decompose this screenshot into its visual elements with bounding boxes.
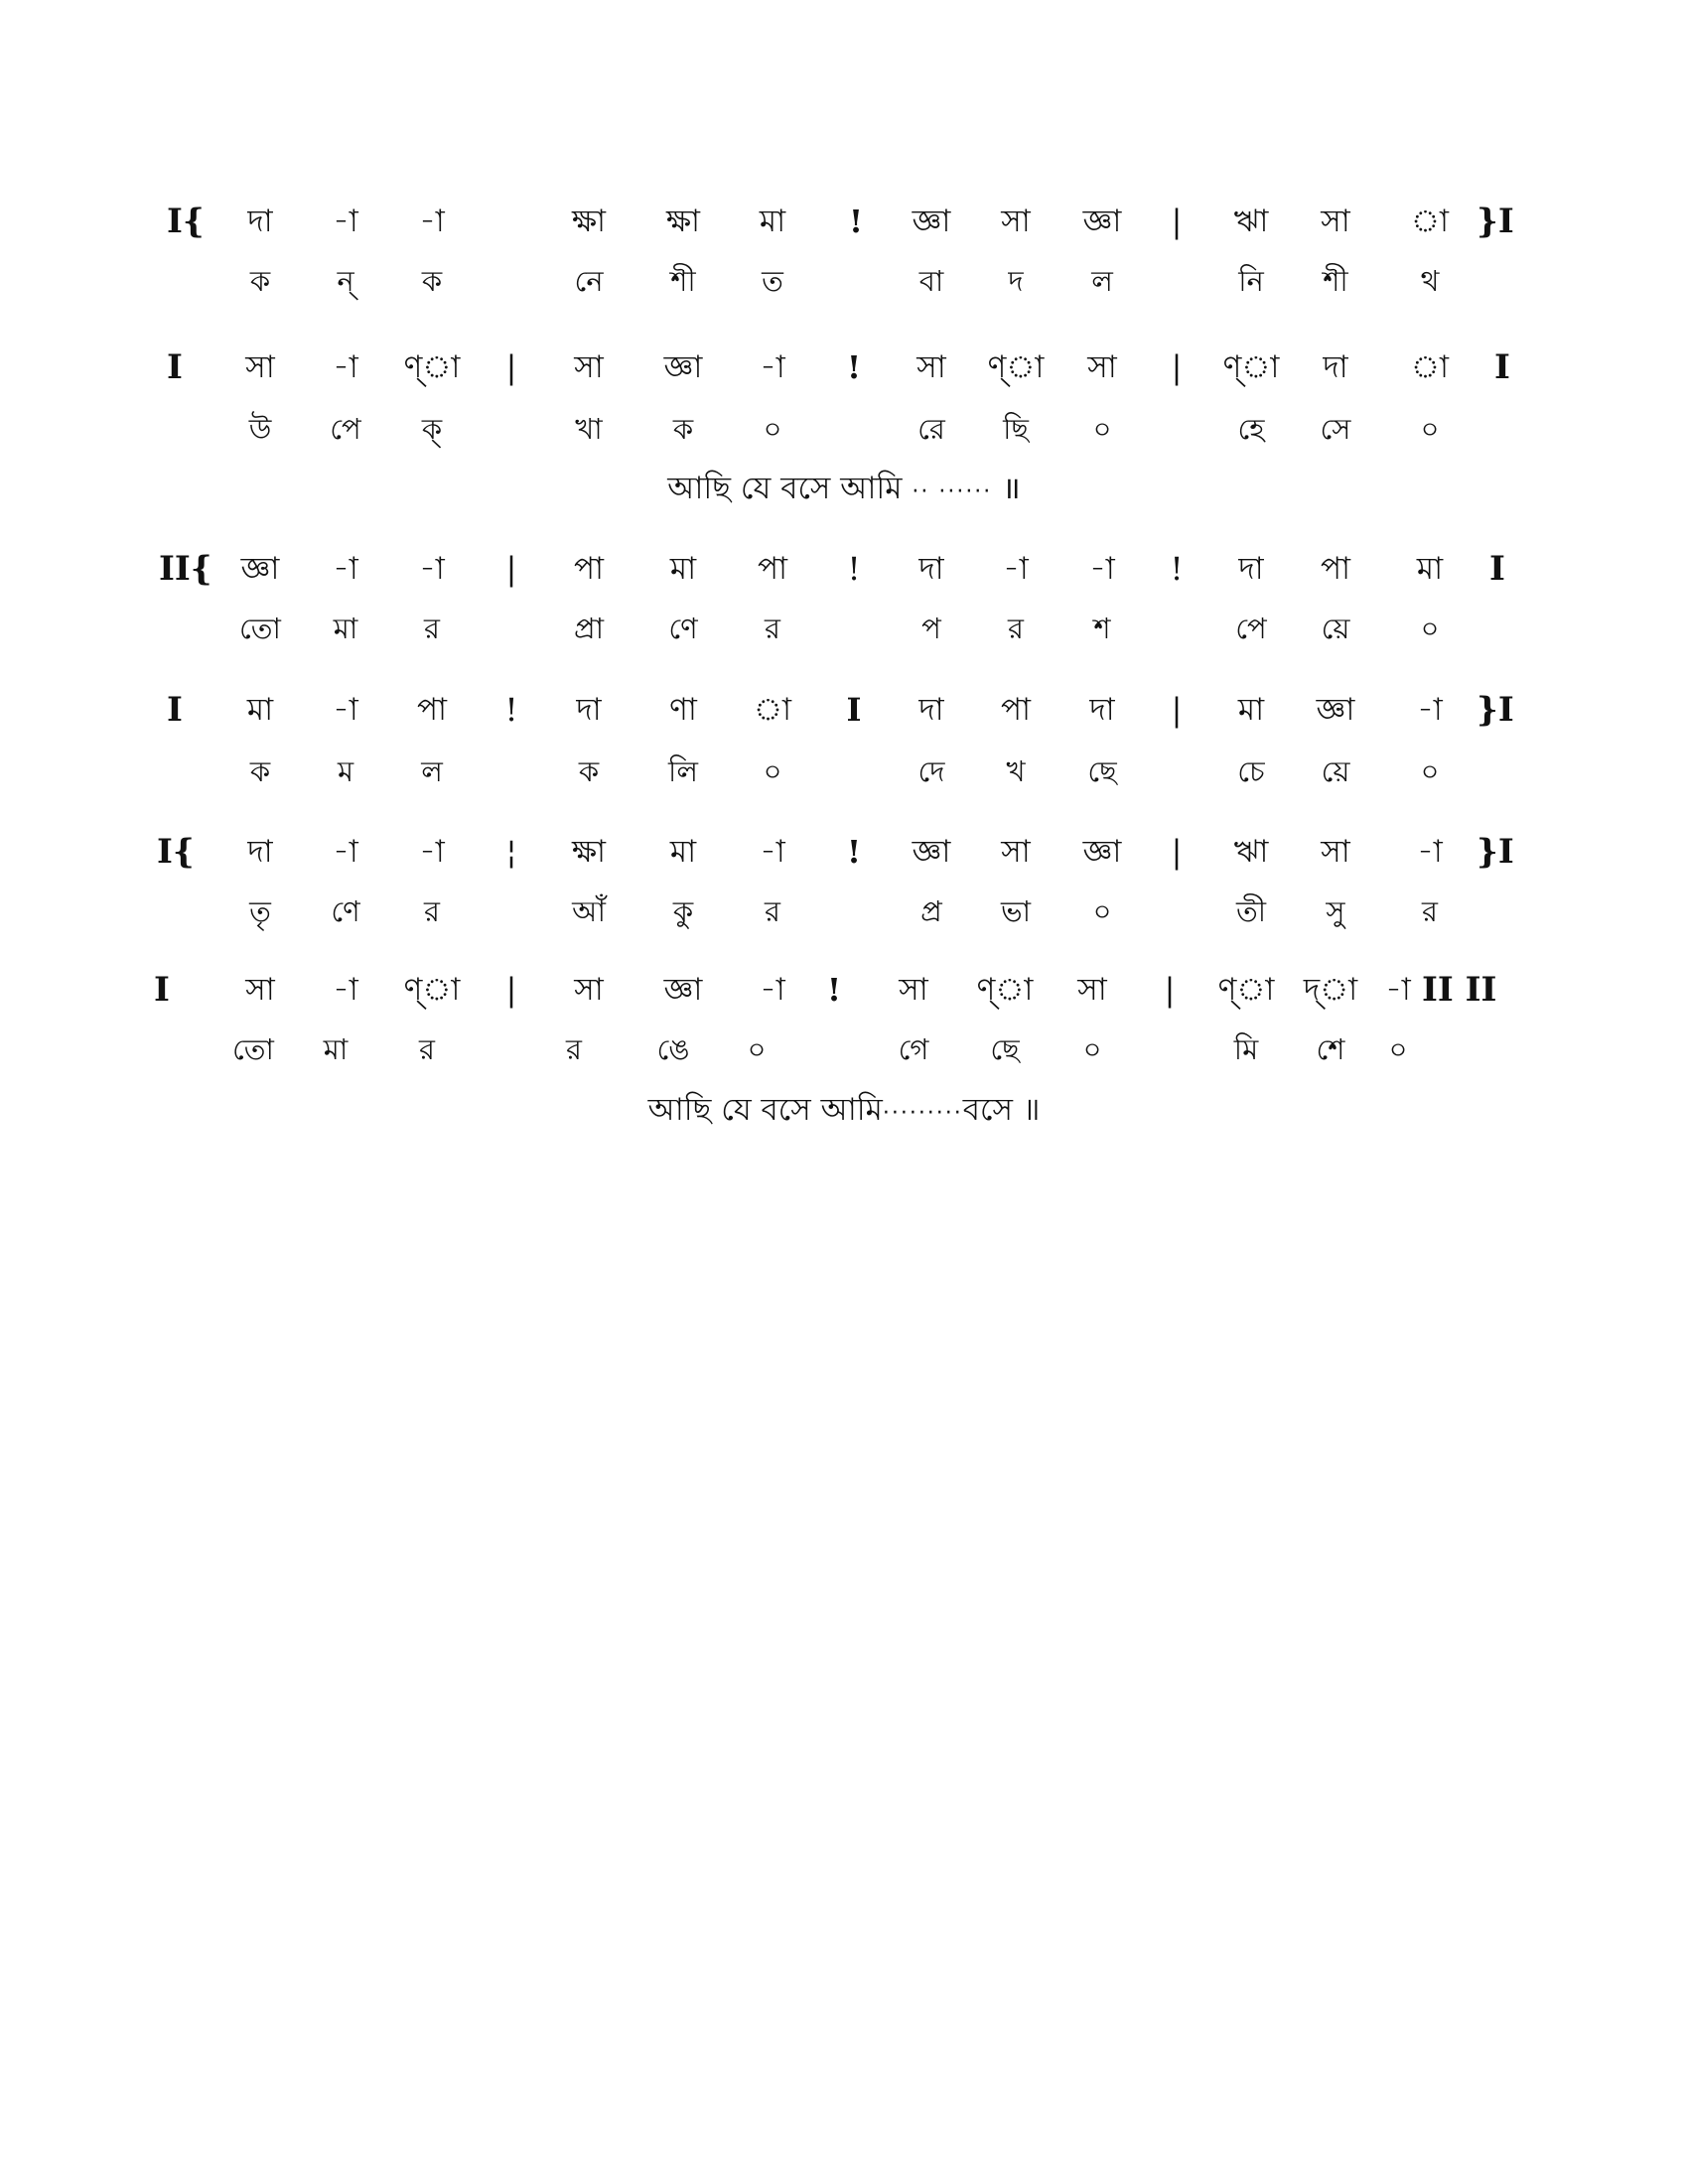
line-start-marker: I: [167, 690, 183, 730]
note: সা: [245, 972, 275, 1008]
note: জ্ঞা: [1082, 204, 1122, 239]
note: সা: [916, 349, 946, 385]
lyric-syllable: য়ে: [1321, 754, 1350, 788]
bar-line: !: [847, 550, 861, 588]
note: দা: [247, 834, 273, 870]
note: ক্ষা: [571, 204, 607, 239]
lyric-syllable: মা: [333, 612, 358, 645]
bar-line: |: [1164, 971, 1176, 1009]
lyric-syllable: ণে: [331, 894, 360, 928]
lyric-syllable: ক: [249, 264, 271, 298]
lyric-syllable: ম: [337, 754, 354, 788]
note: -া: [760, 972, 785, 1008]
lyric-syllable: ত: [762, 264, 783, 298]
lyric-syllable: ভা: [1000, 894, 1032, 928]
note: সা: [1077, 972, 1107, 1008]
lyric-syllable: ০: [1092, 412, 1112, 446]
lyric-syllable: ছে: [1087, 754, 1117, 788]
lyric-line-3: [0, 604, 1688, 653]
notation-line-6: [0, 965, 1688, 1015]
note: জ্ঞা: [663, 972, 703, 1008]
lyric-syllable: ০: [747, 1032, 767, 1066]
lyric-line-1: [0, 256, 1688, 306]
note: -া: [333, 834, 358, 870]
lyric-syllable: সু: [1326, 894, 1345, 928]
lyric-syllable: র: [1008, 612, 1024, 645]
refrain-text: আছি যে বসে আমি: [647, 1092, 883, 1128]
note: সা: [1087, 349, 1117, 385]
final-double-bar: II II: [1422, 970, 1497, 1010]
note: ক্ষা: [665, 204, 701, 239]
note: জ্ঞা: [1316, 692, 1355, 728]
note: ঋা: [1233, 204, 1269, 239]
lyric-syllable: চে: [1237, 754, 1265, 788]
lyric-syllable: ০: [1082, 1032, 1102, 1066]
note: -া: [333, 972, 358, 1008]
note: জ্ঞা: [1082, 834, 1122, 870]
bar-line: !: [848, 203, 864, 240]
note: দা: [1238, 551, 1264, 587]
note: ণ্া: [1217, 972, 1275, 1008]
lyric-syllable: তো: [232, 1032, 274, 1066]
note: -া: [1089, 551, 1115, 587]
lyric-syllable: র: [1422, 894, 1438, 928]
note: -া: [1417, 834, 1443, 870]
lyric-syllable: আঁ: [572, 894, 606, 928]
refrain-end: বসে ॥: [962, 1092, 1041, 1128]
note: -া: [1003, 551, 1029, 587]
lyric-syllable: র: [424, 894, 440, 928]
lyric-syllable: ক: [421, 264, 443, 298]
note: সা: [1001, 834, 1031, 870]
note: ক্ষা: [571, 834, 607, 870]
lyric-syllable: নে: [574, 264, 604, 298]
bar-line: !: [846, 348, 862, 386]
lyric-syllable: ণে: [668, 612, 698, 645]
note: পা: [1000, 692, 1032, 728]
lyric-syllable: লি: [668, 754, 698, 788]
note: -া: [419, 551, 445, 587]
note: মা: [669, 834, 697, 870]
lyric-line-2: [0, 404, 1688, 454]
lyric-syllable: প্রা: [573, 612, 605, 645]
lyric-syllable: শ: [1093, 612, 1111, 645]
bar-line: ¦: [505, 833, 517, 871]
note: মা: [1416, 551, 1444, 587]
note: ণা: [669, 692, 697, 728]
lyric-syllable: ঙে: [656, 1032, 690, 1066]
lyric-syllable: ল: [421, 754, 443, 788]
lyric-syllable: ছে: [990, 1032, 1020, 1066]
lyric-syllable: ছি: [1003, 412, 1029, 446]
note: সা: [245, 349, 275, 385]
note: দা: [1089, 692, 1115, 728]
bar-line: |: [505, 348, 517, 386]
repeat-open-marker: II{: [159, 549, 212, 589]
line-start-marker: I: [154, 970, 170, 1010]
note: -া: [333, 349, 358, 385]
note: মা: [246, 692, 274, 728]
lyric-syllable: নি: [1238, 264, 1264, 298]
note: সা: [1001, 204, 1031, 239]
bar-line: |: [1171, 203, 1183, 240]
lyric-syllable: ০: [1092, 894, 1112, 928]
lyric-syllable: প্র: [920, 894, 942, 928]
note: দা: [1323, 349, 1348, 385]
lyric-syllable: সে: [1320, 412, 1351, 446]
note: মা: [1237, 692, 1265, 728]
repeat-close-marker: }I: [1477, 832, 1514, 872]
lyric-syllable: ০: [763, 754, 782, 788]
note: জ্ঞা: [912, 834, 951, 870]
bar-line: |: [505, 550, 517, 588]
note: জ্ঞা: [912, 204, 951, 239]
line-start-marker: I: [167, 347, 183, 387]
lyric-syllable: ক্: [421, 412, 443, 446]
lyric-syllable: ক: [249, 754, 271, 788]
note: সা: [574, 349, 604, 385]
lyric-syllable: শী: [1323, 264, 1348, 298]
note: পা: [416, 692, 448, 728]
lyric-syllable: ০: [1420, 612, 1440, 645]
note: -া: [419, 204, 445, 239]
bar-line: |: [1171, 691, 1183, 729]
note: পা: [573, 551, 605, 587]
note: ণ্া: [987, 349, 1045, 385]
note: পা: [1320, 551, 1351, 587]
note: া: [1410, 349, 1450, 385]
note: -া: [1385, 972, 1411, 1008]
bar-line: !: [1170, 550, 1184, 588]
note: মা: [669, 551, 697, 587]
repeat-open-marker: I{: [157, 832, 195, 872]
lyric-syllable: য়ে: [1321, 612, 1350, 645]
note: সা: [1321, 204, 1350, 239]
note: দা: [576, 692, 602, 728]
lyric-syllable: বা: [918, 264, 944, 298]
note: ণ্া: [403, 972, 461, 1008]
lyric-syllable: পে: [330, 412, 361, 446]
note: ণ্া: [403, 349, 461, 385]
lyric-syllable: ০: [1388, 1032, 1408, 1066]
lyric-syllable: খা: [575, 412, 603, 446]
notation-line-2: [0, 342, 1688, 392]
lyric-syllable: তী: [1235, 894, 1267, 928]
lyric-syllable: থ: [1420, 264, 1440, 298]
lyric-syllable: তৃ: [249, 894, 271, 928]
lyric-syllable: ক: [578, 754, 600, 788]
bar-line: !: [846, 833, 862, 871]
lyric-syllable: র: [419, 1032, 435, 1066]
bar-line: I: [846, 691, 862, 729]
lyric-syllable: তো: [239, 612, 281, 645]
lyric-syllable: ০: [1420, 412, 1440, 446]
lyric-syllable: হে: [1237, 412, 1265, 446]
note: দ্া: [1303, 972, 1358, 1008]
notation-line-3: [0, 544, 1688, 594]
lyric-syllable: রে: [917, 412, 945, 446]
note: জ্ঞা: [240, 551, 280, 587]
refrain-ellipsis: ·········: [882, 1101, 963, 1126]
repeat-open-marker: I{: [167, 202, 205, 241]
refrain-line-1: [0, 464, 1688, 517]
lyric-syllable: ক: [672, 412, 694, 446]
note: -া: [333, 551, 358, 587]
lyric-syllable: ল: [1091, 264, 1113, 298]
lyric-syllable: র: [765, 894, 780, 928]
line-end-marker: I: [1494, 347, 1510, 387]
lyric-syllable: প: [921, 612, 941, 645]
refrain-text: আছি যে বসে আমি: [667, 471, 903, 506]
note: দা: [247, 204, 273, 239]
repeat-close-marker: }I: [1477, 202, 1514, 241]
lyric-syllable: মা: [323, 1032, 349, 1066]
note: দা: [918, 551, 944, 587]
lyric-syllable: গে: [898, 1032, 929, 1066]
bar-line: |: [505, 971, 517, 1009]
lyric-line-6: [0, 1024, 1688, 1074]
lyric-syllable: পে: [1235, 612, 1267, 645]
notation-line-1: [0, 197, 1688, 246]
bar-line: |: [1171, 348, 1183, 386]
note: -া: [1417, 692, 1443, 728]
note: সা: [574, 972, 604, 1008]
refrain-line-2: [0, 1085, 1688, 1139]
lyric-syllable: কু: [672, 894, 694, 928]
note: ণ্া: [976, 972, 1034, 1008]
note: -া: [333, 204, 358, 239]
lyric-syllable: দ: [1008, 264, 1024, 298]
notation-line-5: [0, 827, 1688, 877]
lyric-line-5: [0, 887, 1688, 936]
bar-line: |: [1171, 833, 1183, 871]
note: সা: [899, 972, 928, 1008]
note: মা: [759, 204, 786, 239]
lyric-line-4: [0, 747, 1688, 796]
note: সা: [1321, 834, 1350, 870]
lyric-syllable: র: [765, 612, 780, 645]
notation-line-4: [0, 685, 1688, 735]
lyric-syllable: দে: [917, 754, 945, 788]
lyric-syllable: শী: [670, 264, 696, 298]
bar-line: !: [826, 971, 842, 1009]
note: জ্ঞা: [663, 349, 703, 385]
lyric-syllable: শে: [1316, 1032, 1345, 1066]
note: -া: [760, 834, 785, 870]
note: ঋা: [1233, 834, 1269, 870]
lyric-syllable: উ: [248, 412, 272, 446]
note: -া: [419, 834, 445, 870]
note: া: [1410, 204, 1450, 239]
refrain-ellipsis: ·· ······: [912, 479, 993, 504]
note: -া: [333, 692, 358, 728]
bar-line: !: [504, 691, 518, 729]
note: া: [753, 692, 792, 728]
lyric-syllable: ন্: [337, 264, 354, 298]
line-end-marker: I: [1489, 549, 1505, 589]
lyric-syllable: মি: [1233, 1032, 1259, 1066]
note: দা: [918, 692, 944, 728]
repeat-close-marker: }I: [1477, 690, 1514, 730]
note: পা: [757, 551, 788, 587]
note: -া: [760, 349, 785, 385]
lyric-syllable: ০: [763, 412, 782, 446]
lyric-syllable: খ: [1006, 754, 1026, 788]
note: ণ্া: [1222, 349, 1280, 385]
refrain-end: ॥: [1002, 471, 1021, 506]
lyric-syllable: র: [566, 1032, 582, 1066]
lyric-syllable: র: [424, 612, 440, 645]
lyric-syllable: ০: [1420, 754, 1440, 788]
